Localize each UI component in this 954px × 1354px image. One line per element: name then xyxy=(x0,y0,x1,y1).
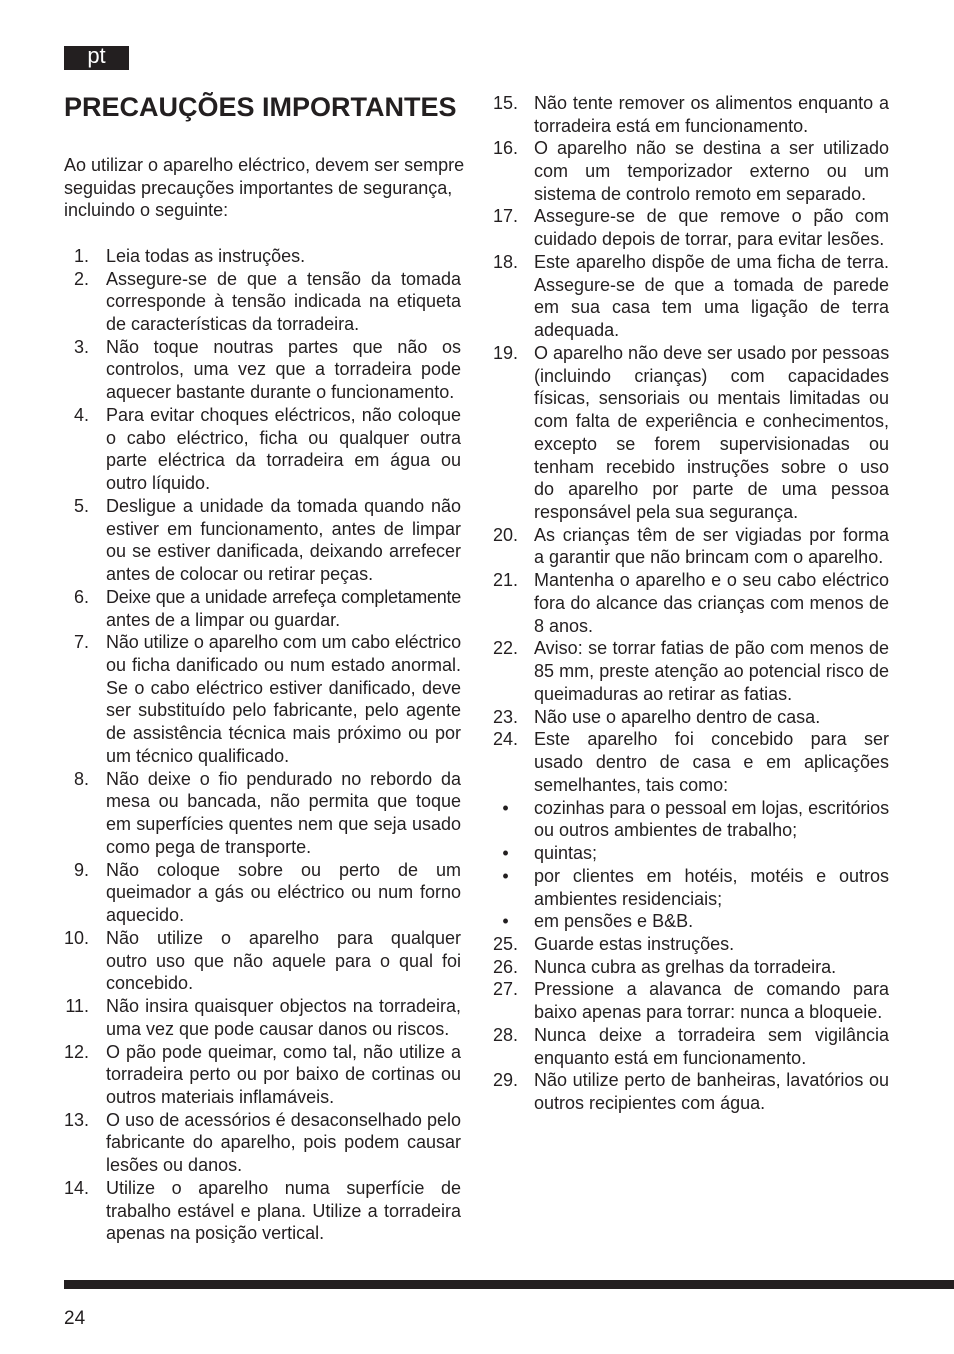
bullet-marker: • xyxy=(502,865,509,886)
text-line: mesa ou bancada, não permita que toque xyxy=(106,791,461,812)
text-line: com um temporizador externo ou um xyxy=(534,161,889,181)
item-number: 12. xyxy=(64,1041,90,1062)
text-line: estiver em funcionamento, antes de limpar xyxy=(106,518,461,539)
item-number: 23. xyxy=(493,706,519,727)
item-text xyxy=(106,859,461,927)
item-number: 17. xyxy=(493,206,519,227)
precaution-item xyxy=(64,995,461,1040)
text-line: Leia todas as instruções. xyxy=(106,245,306,266)
item-text xyxy=(106,245,461,268)
item-number: 29. xyxy=(493,1070,519,1091)
item-text xyxy=(106,995,461,1040)
precaution-item xyxy=(493,728,889,796)
text-line: queimaduras ao retirar as fatias. xyxy=(534,683,793,704)
item-text xyxy=(534,137,889,205)
text-line: ou outros ambientes de trabalho; xyxy=(534,820,798,841)
precaution-item xyxy=(64,495,461,586)
precaution-item xyxy=(493,1069,889,1114)
text-line: em sua casa tem uma ligação de terra xyxy=(534,297,889,318)
bullet-item xyxy=(493,910,889,933)
text-line: Para evitar choques eléctricos, não coloque xyxy=(106,404,461,425)
intro-line: Ao utilizar o aparelho eléctrico, devem ser sempre xyxy=(64,154,465,175)
intro-line: incluindo o seguinte: xyxy=(64,200,229,221)
precaution-item xyxy=(493,524,889,569)
item-number: 4. xyxy=(73,404,89,425)
precaution-item xyxy=(64,586,461,631)
precaution-item xyxy=(64,1109,461,1177)
right-column xyxy=(493,92,889,1115)
item-number: 6. xyxy=(73,586,89,607)
footer-rule xyxy=(64,1280,954,1289)
text-line: uma vez que pode causar danos ou riscos. xyxy=(106,1018,450,1039)
text-line: parte eléctrica da torradeira em água ou xyxy=(106,450,461,471)
language-tab-label: pt xyxy=(87,43,106,68)
text-line: As crianças têm de ser vigiadas por forma xyxy=(534,524,889,545)
item-number: 15. xyxy=(493,92,519,113)
bullet-marker: • xyxy=(502,797,509,818)
item-number: 14. xyxy=(64,1177,90,1198)
text-line: fora do alcance das crianças com menos de xyxy=(534,592,889,613)
bullet-marker: • xyxy=(502,843,509,864)
item-number: 9. xyxy=(73,859,89,880)
text-line: Assegure-se de que remove o pão com xyxy=(534,206,889,227)
item-text xyxy=(106,927,461,995)
item-number: 26. xyxy=(493,956,519,977)
item-text xyxy=(106,631,461,767)
item-number: 24. xyxy=(493,729,519,750)
item-number: 19. xyxy=(493,342,519,363)
item-text xyxy=(534,569,889,637)
text-line: enquanto está em funcionamento. xyxy=(534,1047,807,1068)
precaution-item xyxy=(493,978,889,1023)
text-line: Não use o aparelho dentro de casa. xyxy=(534,706,821,727)
item-text xyxy=(534,956,889,979)
text-line: do aparelho por parte de uma pessoa xyxy=(534,479,889,500)
text-line: ou se estiver danificada, deixando arrefecer xyxy=(106,541,461,562)
item-text xyxy=(534,797,889,842)
text-line: antes de colocar ou retirar peças. xyxy=(106,564,374,585)
page-title: PRECAUÇÕES IMPORTANTES xyxy=(64,92,457,122)
precaution-item xyxy=(64,336,461,404)
text-line: aquecer bastante durante o funcionamento. xyxy=(106,382,455,403)
item-text xyxy=(534,842,889,865)
item-number: 10. xyxy=(64,927,90,948)
text-line: Pressione a alavanca de comando para xyxy=(534,979,889,1000)
text-line: excepto se forem supervisionadas ou xyxy=(534,433,889,454)
intro-line: seguidas precauções importantes de segurança, xyxy=(64,177,453,198)
precaution-item xyxy=(64,268,461,336)
item-text xyxy=(534,1024,889,1069)
text-line: Utilize o aparelho numa superfície de xyxy=(106,1177,461,1198)
precaution-item xyxy=(64,404,461,495)
bullet-item xyxy=(493,865,889,910)
precaution-item xyxy=(493,137,889,205)
item-text xyxy=(106,268,461,336)
item-number: 5. xyxy=(73,495,89,516)
precaution-item xyxy=(493,569,889,637)
text-line: cuidado depois de torrar, para evitar lesões. xyxy=(534,229,885,250)
item-number: 11. xyxy=(65,996,89,1017)
item-text xyxy=(534,524,889,569)
item-number: 3. xyxy=(73,336,89,357)
item-text xyxy=(106,586,461,631)
item-number: 16. xyxy=(493,138,519,159)
item-number: 1. xyxy=(73,245,89,266)
item-text xyxy=(534,342,889,524)
item-number: 13. xyxy=(64,1109,90,1130)
item-text xyxy=(534,706,889,729)
intro-paragraph xyxy=(64,154,464,222)
item-number: 18. xyxy=(493,251,519,272)
text-line: outro uso que não aquele para o qual foi xyxy=(106,950,461,971)
precaution-item xyxy=(493,342,889,524)
left-column xyxy=(64,245,461,1245)
text-line: Desligue a unidade da tomada quando não xyxy=(106,495,461,516)
text-line: usado dentro de casa e em aplicações xyxy=(534,752,889,773)
item-text xyxy=(534,251,889,342)
text-line: Guarde estas instruções. xyxy=(534,933,735,954)
text-line: baixo apenas para torrar: nunca a bloqueie. xyxy=(534,1002,883,1023)
item-number: 22. xyxy=(493,638,519,659)
text-line: Assegure-se de que a tomada de parede xyxy=(534,274,889,295)
text-line: Nunca cubra as grelhas da torradeira. xyxy=(534,956,837,977)
text-line: apenas na posição vertical. xyxy=(106,1223,325,1244)
text-line: Este aparelho dispõe de uma ficha de terra. xyxy=(534,251,889,272)
bullet-item xyxy=(493,842,889,865)
item-text xyxy=(106,404,461,495)
item-number: 20. xyxy=(493,524,519,545)
item-text xyxy=(534,728,889,796)
precaution-item xyxy=(493,956,889,979)
item-text xyxy=(534,978,889,1023)
text-line: de características da torradeira. xyxy=(106,314,360,334)
text-line: cozinhas para o pessoal em lojas, escritórios xyxy=(534,797,889,818)
precaution-item xyxy=(64,859,461,927)
precaution-item xyxy=(64,245,461,268)
text-line: em pensões e B&B. xyxy=(534,911,694,932)
text-line: sistema de controlo remoto em separado. xyxy=(534,183,867,204)
text-line: Não toque noutras partes que não os xyxy=(106,336,461,357)
text-line: Não deixe o fio pendurado no rebordo da xyxy=(106,768,461,789)
text-line: O pão pode queimar, como tal, não utilize a xyxy=(106,1041,461,1062)
text-line: tenham recebido instruções sobre o uso xyxy=(534,456,889,477)
text-line: antes de a limpar ou guardar. xyxy=(106,609,341,630)
precaution-item xyxy=(493,933,889,956)
item-text xyxy=(106,495,461,586)
text-line: fabricante do aparelho, pois podem causar xyxy=(106,1132,461,1153)
text-line: Não tente remover os alimentos enquanto a xyxy=(534,92,889,113)
text-line: físicas, sensoriais ou mentais limitadas ou xyxy=(534,388,889,409)
text-line: outro líquido. xyxy=(106,473,211,494)
text-line: trabalho estável e plana. Utilize a torradeira xyxy=(106,1200,461,1221)
precaution-item xyxy=(64,1041,461,1109)
text-line: Não coloque sobre ou perto de um xyxy=(106,859,461,880)
item-number: 27. xyxy=(493,979,519,1000)
text-line: um técnico qualificado. xyxy=(106,745,290,766)
language-tab xyxy=(64,43,129,70)
item-text xyxy=(534,910,889,933)
item-text xyxy=(106,768,461,859)
text-line: controlos, uma vez que a torradeira pode xyxy=(106,359,461,380)
text-line: o cabo eléctrico, ficha ou qualquer outra xyxy=(106,427,461,448)
text-line: (incluindo crianças) com capacidades xyxy=(534,365,889,386)
precaution-item xyxy=(493,706,889,729)
text-line: O uso de acessórios é desaconselhado pelo xyxy=(106,1109,461,1130)
text-line: Este aparelho foi concebido para ser xyxy=(534,729,889,750)
precaution-item xyxy=(64,768,461,859)
precaution-item xyxy=(64,631,461,767)
text-line: Assegure-se de que a tensão da tomada xyxy=(106,268,461,289)
text-line: Se o cabo eléctrico estiver danificado, deve xyxy=(106,677,461,698)
text-line: por clientes em hotéis, motéis e outros xyxy=(534,865,889,886)
text-line: lesões ou danos. xyxy=(106,1155,243,1176)
text-line: ser substituído pelo fabricante, pelo agente xyxy=(106,700,461,721)
item-number: 28. xyxy=(493,1024,519,1045)
precaution-item xyxy=(64,927,461,995)
item-text xyxy=(534,637,889,705)
text-line: Aviso: se torrar fatias de pão com menos de xyxy=(534,638,889,659)
text-line: como pega de transporte. xyxy=(106,836,312,857)
item-text xyxy=(106,336,461,404)
text-line: O aparelho não se destina a ser utilizado xyxy=(534,138,889,159)
text-line: semelhantes, tais como: xyxy=(534,774,729,795)
precaution-item xyxy=(493,205,889,250)
item-text xyxy=(106,1177,461,1245)
text-line: ambientes residenciais; xyxy=(534,888,723,909)
item-text xyxy=(534,865,889,910)
text-line: Não insira quaisquer objectos na torradeira, xyxy=(106,996,461,1017)
item-text xyxy=(534,92,889,137)
bullet-item xyxy=(493,797,889,842)
text-line: com falta de experiência e conhecimentos, xyxy=(534,411,889,432)
text-line: outros recipientes com água. xyxy=(534,1093,766,1114)
precaution-item xyxy=(493,92,889,137)
precaution-item xyxy=(64,1177,461,1245)
item-number: 2. xyxy=(73,268,89,289)
text-line: em superfícies quentes nem que seja usado xyxy=(106,814,461,835)
precaution-item xyxy=(493,637,889,705)
text-line: outros materiais inflamáveis. xyxy=(106,1086,335,1107)
item-text xyxy=(106,1109,461,1177)
text-line: Nunca deixe a torradeira sem vigilância xyxy=(534,1024,889,1045)
text-line: torradeira perto ou por baixo de cortinas ou xyxy=(106,1064,461,1085)
text-line: Não utilize o aparelho para qualquer xyxy=(106,927,461,948)
text-line: aquecido. xyxy=(106,905,185,926)
item-number: 25. xyxy=(493,933,519,954)
text-line: responsável pela sua segurança. xyxy=(534,502,799,523)
text-line: quintas; xyxy=(534,843,598,864)
item-number: 7. xyxy=(73,632,89,653)
item-text xyxy=(106,1041,461,1109)
item-text xyxy=(534,205,889,250)
text-line: ou ficha danificado ou num estado anormal. xyxy=(106,655,461,676)
text-line: Deixe que a unidade arrefeça completamente xyxy=(106,586,461,607)
text-line: corresponde à tensão indicada na etiqueta xyxy=(106,291,461,312)
text-line: O aparelho não deve ser usado por pessoas xyxy=(534,342,890,363)
item-number: 21. xyxy=(493,570,519,591)
page-number: 24 xyxy=(64,1308,86,1329)
text-line: Mantenha o aparelho e o seu cabo eléctrico xyxy=(534,570,889,591)
text-line: torradeira está em funcionamento. xyxy=(534,115,809,136)
item-text xyxy=(534,1069,889,1114)
item-number: 8. xyxy=(73,768,89,789)
text-line: 85 mm, preste atenção ao potencial risco de xyxy=(534,661,889,682)
text-line: Não utilize perto de banheiras, lavatórios ou xyxy=(534,1070,889,1091)
text-line: adequada. xyxy=(534,320,620,341)
item-text xyxy=(534,933,889,956)
precaution-item xyxy=(493,1024,889,1069)
bullet-marker: • xyxy=(502,911,509,932)
text-line: de assistência técnica mais próximo ou por xyxy=(106,723,461,744)
text-line: a garantir que não brincam com o aparelho. xyxy=(534,547,884,568)
precaution-item xyxy=(493,251,889,342)
text-line: concebido. xyxy=(106,973,194,994)
text-line: queimador a gás ou eléctrico ou num forno xyxy=(106,882,461,903)
text-line: Não utilize o aparelho com um cabo eléctrico xyxy=(106,632,461,653)
text-line: 8 anos. xyxy=(534,615,594,636)
